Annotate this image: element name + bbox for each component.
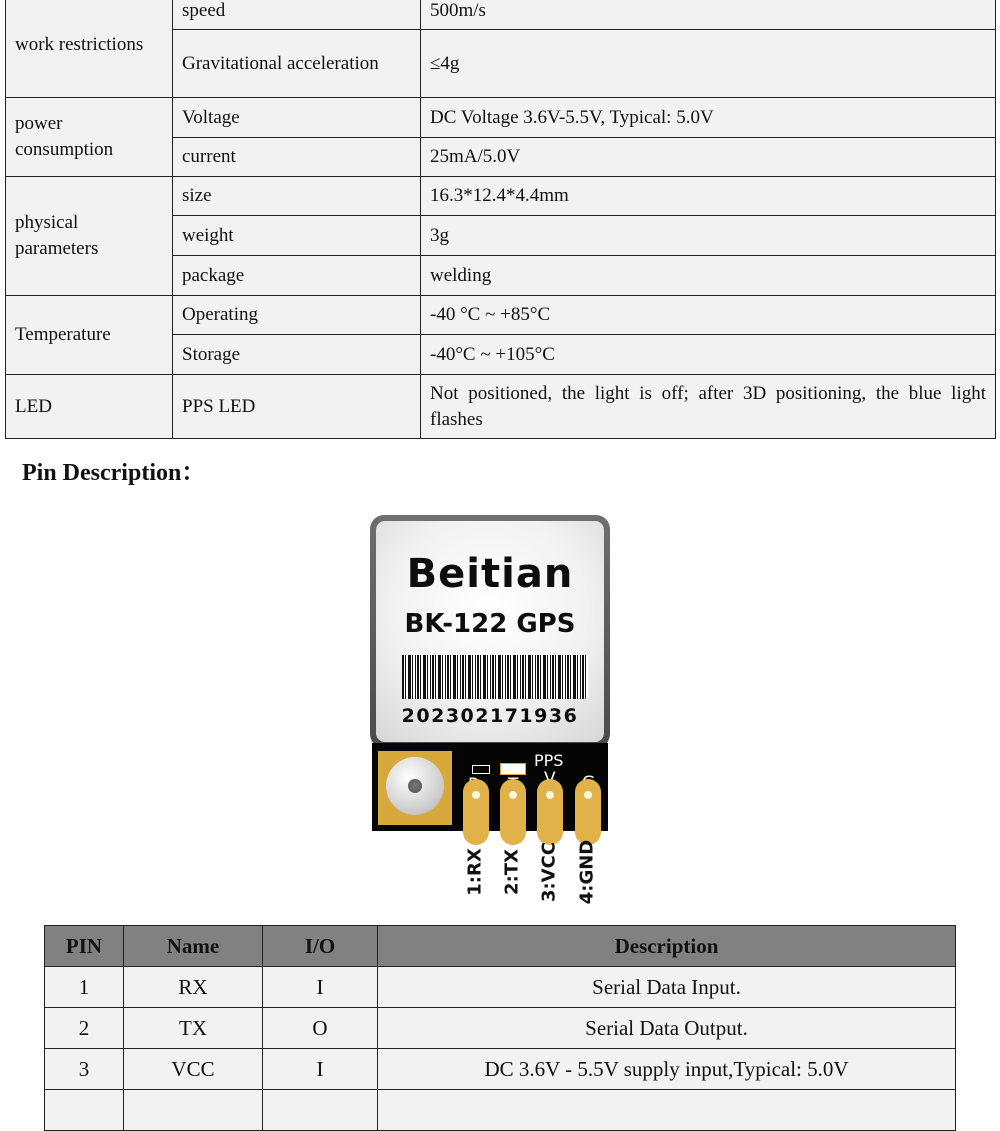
table-row [45, 1090, 956, 1131]
pin-io-cell: I [263, 967, 378, 1008]
column-header-description: Description [378, 926, 956, 967]
pin-label: 1:RX [464, 848, 486, 896]
pin-name-cell: RX [124, 967, 263, 1008]
pin-description-cell: DC 3.6V - 5.5V supply input,Typical: 5.0V [378, 1049, 956, 1090]
pin-label: 3:VCC [538, 841, 560, 903]
specification-table [5, 0, 996, 439]
pin-description-cell [378, 1090, 956, 1131]
spec-value-cell: 16.3*12.4*4.4mm [421, 177, 996, 216]
pcb-board [372, 743, 608, 831]
antenna-label [376, 521, 604, 742]
spec-param-cell: PPS LED [173, 375, 421, 439]
pin-io-cell [263, 1090, 378, 1131]
spec-param-cell: Gravitational acceleration [173, 30, 421, 98]
spec-value-cell: 500m/s [421, 0, 996, 30]
table-row [45, 967, 956, 1008]
spec-param-cell: Operating [173, 296, 421, 335]
spec-group-cell: LED [6, 375, 173, 439]
serial-number: 202302171936 [401, 705, 579, 727]
spec-group-cell: power consumption [6, 98, 173, 177]
pin-table [44, 925, 956, 1131]
spec-row [6, 98, 996, 138]
battery-cell [386, 757, 444, 815]
pin-name-cell [124, 1090, 263, 1131]
pin-pad [537, 779, 563, 845]
pin-pad [575, 779, 601, 845]
column-header-name: Name [124, 926, 263, 967]
spec-value-cell: welding [421, 256, 996, 296]
spec-value-cell: DC Voltage 3.6V-5.5V, Typical: 5.0V [421, 98, 996, 138]
led-component [472, 765, 490, 774]
led-component [500, 763, 526, 775]
pin-description-cell: Serial Data Output. [378, 1008, 956, 1049]
spec-row [6, 177, 996, 216]
spec-param-cell: Storage [173, 335, 421, 375]
spec-param-cell: Voltage [173, 98, 421, 138]
column-header-pin: PIN [45, 926, 124, 967]
pin-pad [463, 779, 489, 845]
pin-io-cell: O [263, 1008, 378, 1049]
spec-value-cell: 3g [421, 216, 996, 256]
table-row [45, 1049, 956, 1090]
spec-param-cell: weight [173, 216, 421, 256]
pin-name-cell: TX [124, 1008, 263, 1049]
spec-group-cell: work restrictions [6, 0, 173, 98]
spec-param-cell: size [173, 177, 421, 216]
pin-number-cell: 3 [45, 1049, 124, 1090]
pin-name-cell: VCC [124, 1049, 263, 1090]
spec-value-cell: Not positioned, the light is off; after 3D positioning, the blue light flashes [421, 375, 996, 439]
pin-label: 2:TX [501, 849, 523, 895]
spec-group-cell: physical parameters [6, 177, 173, 296]
spec-row [6, 296, 996, 335]
silkscreen-pps: PPS [534, 751, 564, 770]
spec-value-cell: -40 °C ~ +85°C [421, 296, 996, 335]
model-name: BK-122 GPS [404, 609, 576, 639]
brand-logo: Beitian [406, 551, 574, 597]
spec-param-cell: current [173, 138, 421, 177]
column-header-io: I/O [263, 926, 378, 967]
pin-label: 4:GND [576, 839, 598, 905]
spec-param-cell: speed [173, 0, 421, 30]
antenna-frame [370, 515, 610, 748]
table-row [45, 1008, 956, 1049]
spec-value-cell: ≤4g [421, 30, 996, 98]
pin-number-cell: 1 [45, 967, 124, 1008]
spec-value-cell: -40°C ~ +105°C [421, 335, 996, 375]
pin-table-header [45, 926, 956, 967]
pin-pad [500, 779, 526, 845]
spec-group-cell: Temperature [6, 296, 173, 375]
pin-number-cell [45, 1090, 124, 1131]
spec-row [6, 0, 996, 30]
pin-io-cell: I [263, 1049, 378, 1090]
gps-module-image [370, 515, 610, 907]
barcode [402, 655, 588, 699]
pin-number-cell: 2 [45, 1008, 124, 1049]
spec-row [6, 375, 996, 439]
spec-param-cell: package [173, 256, 421, 296]
pin-description-heading: Pin Description： [22, 460, 206, 486]
pin-description-cell: Serial Data Input. [378, 967, 956, 1008]
spec-value-cell: 25mA/5.0V [421, 138, 996, 177]
battery-pad [378, 751, 452, 825]
